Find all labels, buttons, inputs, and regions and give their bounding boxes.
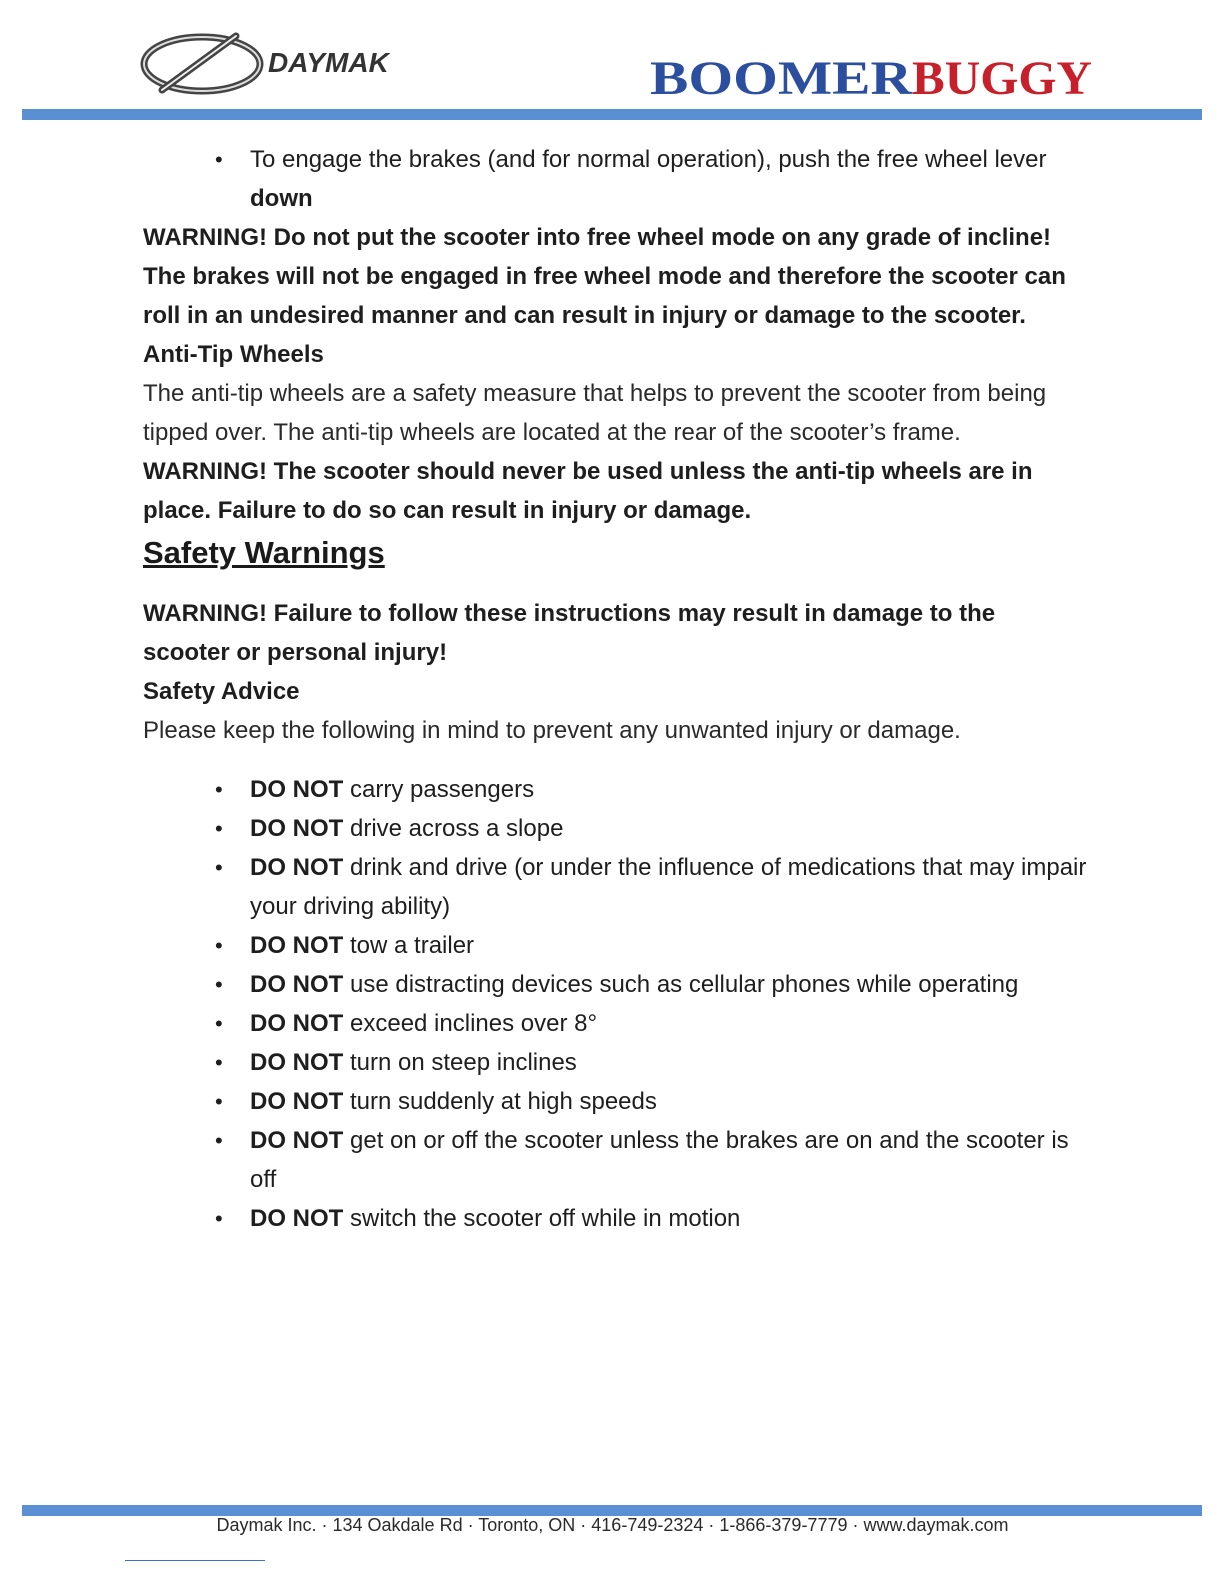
freewheel-list (143, 140, 1088, 218)
header-divider (22, 109, 1202, 120)
list-item: • DO NOT turn on steep inclines (250, 1043, 1088, 1082)
list-item: • DO NOT get on or off the scooter unless the brakes are on and the scooter is off (250, 1121, 1088, 1199)
footer-link-underline (125, 1560, 265, 1561)
document-body (143, 140, 1088, 1238)
list-item: • To engage the brakes (and for normal operation), push the free wheel lever down (250, 140, 1088, 218)
antitip-warning: WARNING! The scooter should never be used unless the anti-tip wheels are in place. Failure to do so can result in injury or damage. (143, 458, 1033, 524)
list-item: • DO NOT use distracting devices such as cellular phones while operating (250, 965, 1088, 1004)
section-title: Safety Warnings (143, 535, 385, 570)
antitip-body: The anti-tip wheels are a safety measure that helps to prevent the scooter from being tipped over. The anti-tip wheels are located at the rear of the scooter’s frame. (143, 380, 1047, 446)
page-footer (0, 1515, 1225, 1536)
safety-list (143, 770, 1088, 1238)
safety-intro: Please keep the following in mind to prevent any unwanted injury or damage. (143, 717, 961, 744)
list-item: • DO NOT tow a trailer (250, 926, 1088, 965)
list-item: • DO NOT switch the scooter off while in motion (250, 1199, 1088, 1238)
daymak-logo (140, 22, 440, 102)
list-item: • DO NOT drink and drive (or under the influence of medications that may impair your driving ability) (250, 848, 1088, 926)
footer-contact: Daymak Inc. · 134 Oakdale Rd · Toronto, ON · 416-749-2324 · 1-866-379-7779 · www.daymak.com (216, 1515, 1009, 1535)
page-header (0, 0, 1225, 125)
list-item: • DO NOT exceed inclines over 8° (250, 1004, 1088, 1043)
safety-warning: WARNING! Failure to follow these instructions may result in damage to the scooter or personal injury! (143, 600, 996, 666)
buggy-wordmark: BUGGY (912, 52, 1092, 104)
freewheel-warning: WARNING! Do not put the scooter into free wheel mode on any grade of incline! The brakes will not be engaged in free wheel mode and therefore the scooter can roll in an undesired manner and can result in injury or damage to the scooter. (143, 224, 1066, 329)
antitip-heading: Anti-Tip Wheels (143, 341, 324, 368)
list-item: • DO NOT carry passengers (250, 770, 1088, 809)
daymak-wordmark: DAYMAK (268, 47, 389, 78)
list-item: • DO NOT drive across a slope (250, 809, 1088, 848)
list-item: • DO NOT turn suddenly at high speeds (250, 1082, 1088, 1121)
boomerbuggy-logo (650, 52, 1110, 104)
boomer-wordmark: BOOMER (650, 52, 914, 104)
safety-advice-heading: Safety Advice (143, 678, 300, 705)
